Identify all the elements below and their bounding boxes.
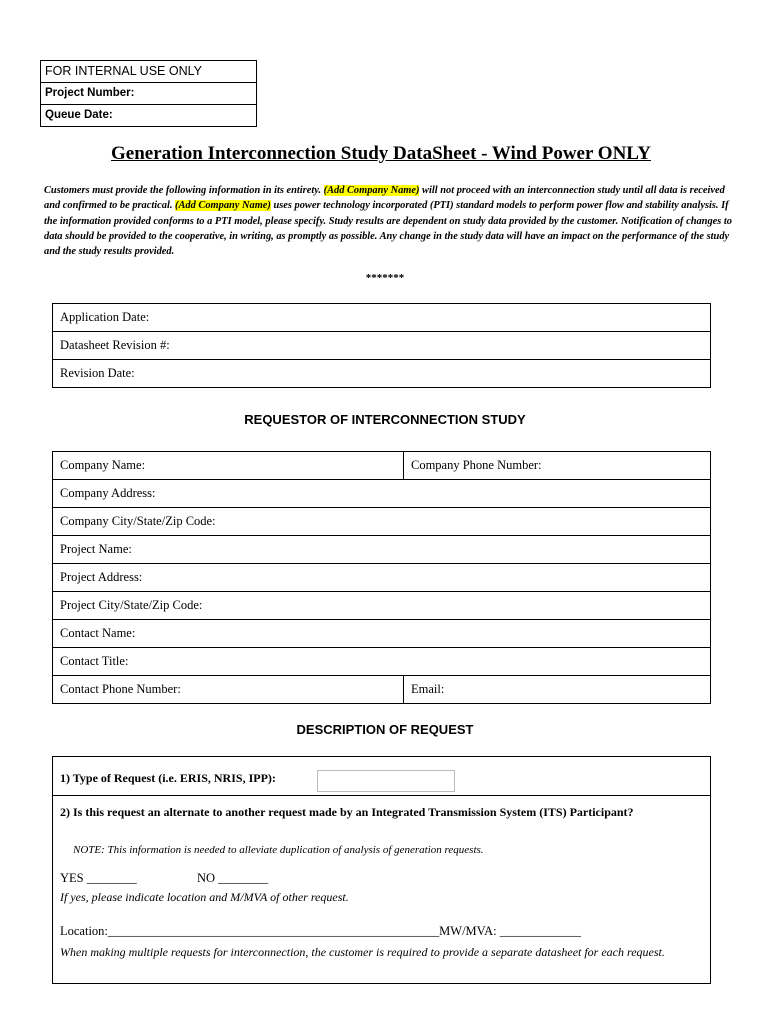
multiple-requests-note: When making multiple requests for interconnection, the customer is required to provide a separate datasheet for each request.	[60, 945, 665, 959]
description-box	[52, 756, 711, 984]
if-yes-instruction: If yes, please indicate location and M/MVA of other request.	[60, 890, 349, 904]
company-name-highlight-2: (Add Company Name)	[175, 200, 271, 212]
application-date-field[interactable]: Application Date:	[53, 304, 711, 332]
requestor-heading: REQUESTOR OF INTERCONNECTION STUDY	[244, 412, 526, 427]
revision-date-field[interactable]: Revision Date:	[53, 360, 711, 388]
contact-phone-field[interactable]: Contact Phone Number:	[53, 676, 404, 704]
request-type-row	[53, 757, 710, 796]
requestor-table	[52, 451, 711, 704]
location-mw-line[interactable]: Location:_____________________________________________________MW/MVA: _____________	[60, 924, 581, 938]
company-phone-field[interactable]: Company Phone Number:	[404, 452, 711, 480]
internal-use-header: FOR INTERNAL USE ONLY	[41, 61, 256, 83]
project-address-field[interactable]: Project Address:	[53, 564, 711, 592]
company-city-field[interactable]: Company City/State/Zip Code:	[53, 508, 711, 536]
duplication-note: NOTE: This information is needed to alleviate duplication of analysis of generation requests.	[73, 844, 484, 856]
company-name-highlight-1: (Add Company Name)	[323, 185, 420, 196]
project-number-field[interactable]: Project Number:	[41, 83, 256, 105]
separator: *******	[365, 272, 405, 284]
intro-text-2: will not proceed with an interconnection study until all data is received and confirmed to be practical.	[44, 185, 725, 212]
project-city-field[interactable]: Project City/State/Zip Code:	[53, 592, 711, 620]
revision-number-field[interactable]: Datasheet Revision #:	[53, 332, 711, 360]
intro-text-1: Customers must provide the following information in its entirety.	[44, 185, 324, 196]
yes-blank[interactable]: YES ________	[60, 871, 137, 885]
intro-paragraph	[44, 183, 734, 259]
company-name-field[interactable]: Company Name:	[53, 452, 404, 480]
application-table	[52, 303, 711, 388]
intro-text-3: uses power technology incorporated (PTI) standard models to perform power flow and stability analysis. If the information provided conforms to a PTI model, please specify. Study results are dependent on study data provided by the customer. Notification of changes to data should be provided to the cooperative, in writing, as promptly as possible. Any change in the study data will have an impact on the performance of the study and the study results provided.	[44, 200, 732, 258]
email-field[interactable]: Email:	[404, 676, 711, 704]
request-type-label: 1) Type of Request (i.e. ERIS, NRIS, IPP):	[60, 771, 276, 785]
alternate-request-question: 2) Is this request an alternate to another request made by an Integrated Transmission System (ITS) Participant?	[60, 805, 634, 819]
contact-title-field[interactable]: Contact Title:	[53, 648, 711, 676]
no-blank[interactable]: NO ________	[197, 871, 269, 885]
request-type-input[interactable]	[317, 770, 455, 792]
company-address-field[interactable]: Company Address:	[53, 480, 711, 508]
contact-name-field[interactable]: Contact Name:	[53, 620, 711, 648]
description-heading: DESCRIPTION OF REQUEST	[296, 722, 474, 737]
page-title: Generation Interconnection Study DataSheet - Wind Power ONLY	[111, 143, 651, 164]
queue-date-field[interactable]: Queue Date:	[45, 109, 113, 121]
project-name-field[interactable]: Project Name:	[53, 536, 711, 564]
internal-use-box	[40, 60, 257, 127]
